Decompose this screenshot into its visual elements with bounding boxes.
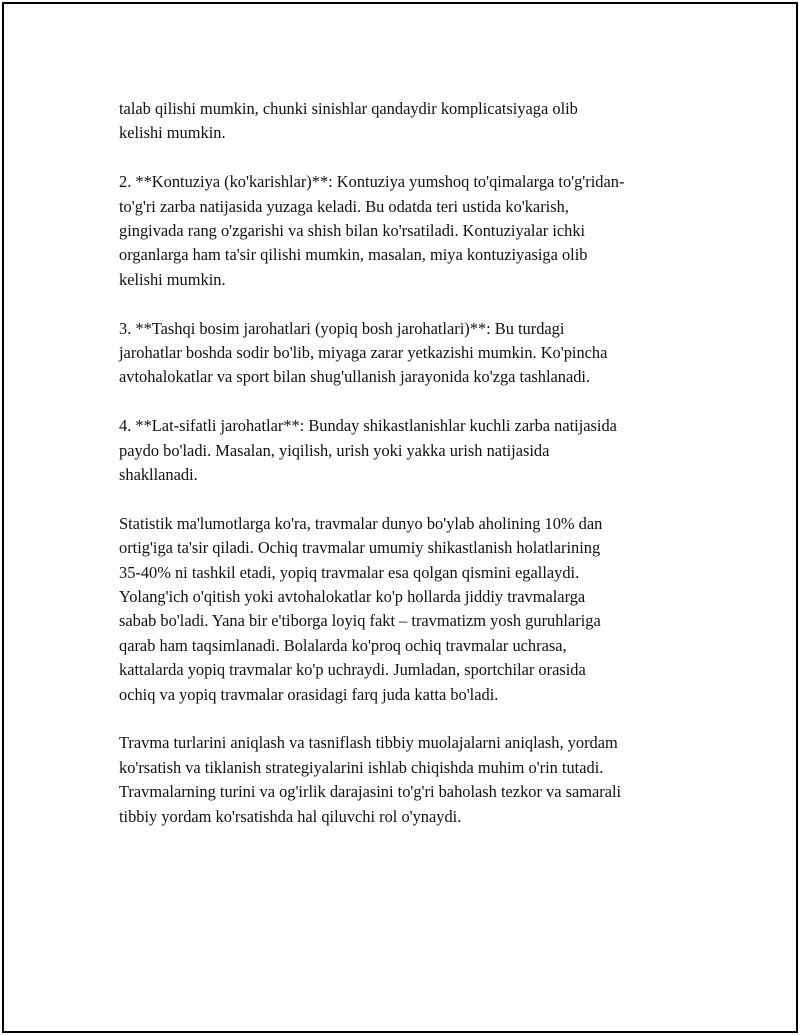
paragraph-lat-sifatli <box>119 414 694 487</box>
text-line: Travmalarning turini va og'irlik darajasini to'g'ri baholash tezkor va samarali <box>119 782 622 802</box>
text-line: ochiq va yopiq travmalar orasidagi farq juda katta bo'ladi. <box>119 684 499 704</box>
text-line: ko'rsatish va tiklanish strategiyalarini ishlab chiqishda muhim o'rin tutadi. <box>119 757 604 777</box>
text-line: Statistik ma'lumotlarga ko'ra, travmalar dunyo bo'ylab aholining 10% dan <box>119 513 603 533</box>
text-line: paydo bo'ladi. Masalan, yiqilish, urish yoki yakka urish natijasida <box>119 440 550 460</box>
page-frame <box>2 2 798 1033</box>
paragraph-conclusion <box>119 731 694 829</box>
paragraph-statistics <box>119 512 694 707</box>
text-line: Travma turlarini aniqlash va tasniflash tibbiy muolajalarni aniqlash, yordam <box>119 733 618 753</box>
document-body <box>119 97 694 854</box>
text-line: kattalarda yopiq travmalar ko'p uchraydi. Jumladan, sportchilar orasida <box>119 660 586 680</box>
text-line: 3. **Tashqi bosim jarohatlari (yopiq bosh jarohatlari)**: Bu turdagi <box>119 318 565 338</box>
text-line: kelishi mumkin. <box>119 269 226 289</box>
text-line: 4. **Lat-sifatli jarohatlar**: Bunday shikastlanishlar kuchli zarba natijasida <box>119 416 617 436</box>
text-line: to'g'ri zarba natijasida yuzaga keladi. Bu odatda teri ustida ko'karish, <box>119 196 569 216</box>
text-line: Yolang'ich o'qitish yoki avtohalokatlar ko'p hollarda jiddiy travmalarga <box>119 587 586 607</box>
text-line: jarohatlar boshda sodir bo'lib, miyaga zarar yetkazishi mumkin. Ko'pincha <box>119 343 608 363</box>
text-line: 2. **Kontuziya (ko'karishlar)**: Kontuziya yumshoq to'qimalarga to'g'ridan- <box>119 172 625 192</box>
text-line: shakllanadi. <box>119 465 198 485</box>
text-line: gingivada rang o'zgarishi va shish bilan ko'rsatiladi. Kontuziyalar ichki <box>119 221 586 241</box>
paragraph-continuation <box>119 97 694 146</box>
text-line: ortig'iga ta'sir qiladi. Ochiq travmalar umumiy shikastlanish holatlarining <box>119 538 601 558</box>
text-line: sabab bo'ladi. Yana bir e'tiborga loyiq fakt – travmatizm yosh guruhlariga <box>119 611 601 631</box>
text-line: tibbiy yordam ko'rsatishda hal qiluvchi rol o'ynaydi. <box>119 806 462 826</box>
text-line: organlarga ham ta'sir qilishi mumkin, masalan, miya kontuziyasiga olib <box>119 245 588 265</box>
text-line: kelishi mumkin. <box>119 123 226 143</box>
text-line: 35-40% ni tashkil etadi, yopiq travmalar esa qolgan qismini egallaydi. <box>119 562 580 582</box>
text-line: talab qilishi mumkin, chunki sinishlar qandaydir komplicatsiyaga olib <box>119 99 578 118</box>
text-line: avtohalokatlar va sport bilan shug'ullanish jarayonida ko'zga tashlanadi. <box>119 367 591 387</box>
text-line: qarab ham taqsimlanadi. Bolalarda ko'proq ochiq travmalar uchrasa, <box>119 635 567 655</box>
paragraph-tashqi-bosim <box>119 317 694 390</box>
paragraph-kontuziya <box>119 170 694 292</box>
